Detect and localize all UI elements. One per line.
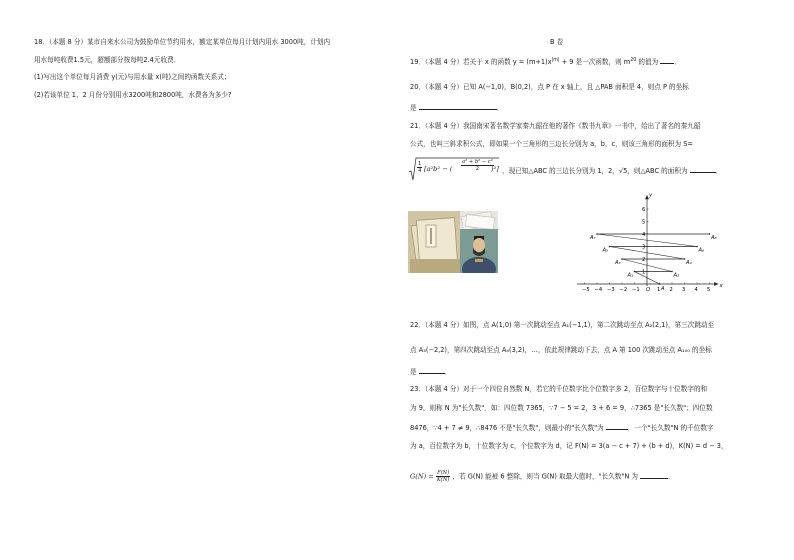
x-tick-label: 3 bbox=[682, 287, 686, 291]
y-axis-label: y bbox=[649, 192, 653, 199]
x-tick-label: −1 bbox=[632, 287, 640, 291]
q21-line1: 21．（本题 4 分）我国南宋著名数学家秦九韶在他的著作《数书九章》一书中，给出了著名的秦九韶 bbox=[410, 122, 701, 130]
q18-header: 18．（本题 8 分） bbox=[34, 38, 88, 46]
x-tick-label: O bbox=[646, 287, 651, 291]
x-tick-label: −5 bbox=[582, 287, 590, 291]
y-tick-label: 4 bbox=[642, 232, 646, 238]
x-tick-label: 1 bbox=[657, 287, 661, 291]
jump-coordinate-graph bbox=[574, 191, 744, 291]
q18-line3: (1)写出这个单位每月消费 y(元)与用水量 x(吨)之间的函数关系式； bbox=[34, 73, 231, 81]
point-label: A₇ bbox=[590, 235, 596, 241]
x-tick-label: −2 bbox=[619, 287, 628, 291]
q21-coef-fraction: $\frac{1}{4}$ bbox=[418, 161, 422, 174]
q22-line2: 点 A₃(−2,2)，第四次跳动至点 A₄(3,2)，…，依此规律跳动下去，点 A 第 100 次跳动至点 A₁₀₀ 的坐标 bbox=[410, 346, 712, 354]
point-label: A₈ bbox=[711, 235, 717, 241]
x-tick-label: 5 bbox=[707, 287, 711, 291]
q21-line3: ，现已知△ABC 的三边长分别为 1，2，√5，则△ABC 的面积为 ． bbox=[502, 167, 723, 175]
point-label: A₁ bbox=[627, 272, 634, 279]
point-label: A₄ bbox=[686, 260, 692, 266]
y-tick-label: 5 bbox=[642, 219, 646, 226]
q19-answer-blank[interactable] bbox=[660, 57, 674, 64]
x-tick-label: 4 bbox=[694, 287, 698, 291]
q21-inner-fraction: $\frac{\text{a² + b² − c²}}{2}$ bbox=[462, 159, 493, 172]
q21-line2: 公式，也叫三斜求积公式，即如果一个三角形的三边长分别为 a，b，c，则该三角形的面积为 S= bbox=[410, 140, 693, 148]
q18-line1: 18．（本题 8 分）某市自来水公司为鼓励单位节约用水，额定某单位每月计划内用水 3000吨，计划内 bbox=[34, 38, 331, 46]
jump-point bbox=[621, 258, 623, 260]
point-label: A bbox=[661, 286, 665, 291]
book-illustration bbox=[408, 211, 462, 273]
q22-line3: 是 ． bbox=[410, 368, 452, 376]
q23-line2: 为 9，则称 N 为"长久数"．如：四位数 7365，∵7 − 5 = 2，3 + 6 = 9，∴7365 是"长久数"；四位数 bbox=[410, 404, 713, 412]
q20-line2: 是 ． bbox=[410, 104, 504, 112]
q23-fraction: $\frac{F(N)}{K(N)}$ bbox=[436, 470, 450, 483]
x-tick-label: −3 bbox=[607, 287, 615, 291]
point-label: A₂ bbox=[673, 272, 680, 279]
point-label: A₆ bbox=[698, 247, 705, 254]
x-axis-arrow bbox=[714, 282, 718, 286]
point-label: A₃ bbox=[615, 260, 621, 266]
q23-line3: 8476，∵4 + 7 ≠ 9，∴8476 不是"长久数"，则最小的"长久数"为 ．一个"长久数"N 的千位数字 bbox=[410, 424, 714, 432]
x-tick-label: −4 bbox=[594, 287, 603, 291]
q23-answer-blank-2[interactable] bbox=[640, 472, 668, 479]
y-tick-label: 6 bbox=[642, 207, 646, 213]
point-label: A₅ bbox=[602, 247, 609, 254]
q22-line1: 22．（本题 4 分）如图，点 A(1,0) 第一次跳动至点 A₁(−1,1)，第二次跳动至点 A₂(2,1)，第三次跳动至 bbox=[410, 321, 715, 329]
portrait-illustration bbox=[460, 229, 498, 273]
q21-formula: $\frac{1}{4}$ [a²b² − ( $\frac{\text{a² + b² − c²}}{2}$ )²] bbox=[408, 156, 500, 182]
q22-answer-blank[interactable] bbox=[419, 367, 445, 374]
q21-answer-blank[interactable] bbox=[690, 166, 716, 173]
y-tick-label: 3 bbox=[642, 244, 646, 251]
q23-answer-blank-1[interactable] bbox=[606, 423, 628, 430]
q20-answer-blank[interactable] bbox=[419, 103, 497, 110]
x-axis-label: x bbox=[719, 283, 723, 289]
jump-point bbox=[659, 283, 661, 285]
q23-line1: 23．（本题 4 分）对于一个四位自然数 N，若它的千位数字比个位数字多 2，百位数字与十位数字的和 bbox=[410, 385, 708, 393]
jump-path bbox=[597, 234, 710, 284]
paper-stack-illustration bbox=[460, 211, 498, 231]
q23-line4: 为 a，百位数字为 b，十位数字为 c，个位数字为 d，记 F(N) = 3(a − c + 7) + (b + d)，K(N) = d − 3， bbox=[410, 442, 728, 450]
q20-line1: 20．（本题 4 分）已知 A(−1,0)，B(0,2)，点 P 在 x 轴上，且 △PAB 面积是 4，则点 P 的坐标 bbox=[410, 83, 689, 91]
q18-line2: 用水每吨收费1.5元，超额部分按每吨2.4元收费． bbox=[34, 56, 181, 64]
x-tick-label: 2 bbox=[669, 287, 673, 291]
q19: 19．（本题 4 分）若关于 x 的函数 $y = (m+1)x^{|m|} + 9$ 是一次函数，则 $m^{20}$ 的值为 ． bbox=[410, 58, 681, 67]
q23-line5: G(N) = $\frac{F(N)}{K(N)}$ ，若 G(N) 能被 6 整除，则当 G(N) 取最大值时，"长久数"N 为 ． bbox=[410, 470, 675, 483]
jump-point bbox=[634, 271, 636, 273]
y-tick-label: 2 bbox=[642, 257, 646, 263]
y-tick-label: 1 bbox=[642, 269, 646, 276]
jump-point bbox=[609, 246, 611, 248]
section-title: B 卷 bbox=[550, 38, 564, 46]
jump-point bbox=[596, 233, 598, 235]
q18-line4: (2)若该单位 1、2 月份分别用水3200吨和2800吨，水费各为多少? bbox=[34, 91, 232, 99]
